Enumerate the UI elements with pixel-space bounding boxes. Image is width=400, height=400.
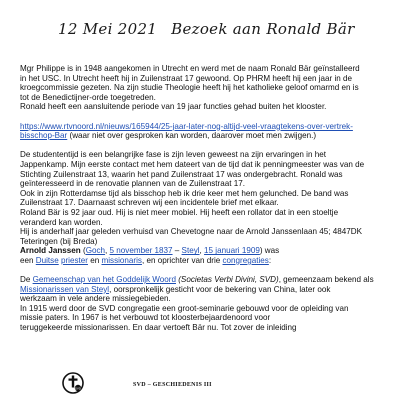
handwritten-title: Bezoek aan Ronald Bär	[171, 20, 355, 38]
duitse-link[interactable]: Duitse	[35, 255, 59, 265]
text-line: werkzaam in vele andere missiegebieden.	[20, 294, 171, 304]
bio-text: en	[87, 255, 102, 265]
svd-link[interactable]: Gemeenschap van het Goddelijk Woord	[32, 275, 176, 285]
text-line: Ook in zijn Rotterdamse tijd als bisschop heb ik drie keer met hem gelunched. De band was	[20, 188, 349, 198]
bio-line-2	[20, 256, 392, 266]
handwritten-heading	[58, 20, 355, 38]
birthdate-link[interactable]: 5 november 1837	[109, 246, 173, 256]
paragraph-intro	[20, 64, 392, 112]
paragraph-svd	[20, 275, 392, 333]
text-line: Mgr Philippe is in 1948 aangekomen in Utrecht en werd met de naam Ronald Bär geïnstalleerd	[20, 64, 360, 73]
missionaris-link[interactable]: missionaris	[101, 255, 142, 265]
text-line: Jappenkamp. Mijn eerste contact met hem dateert van de tijd dat ik penningmeester was van de	[20, 159, 365, 169]
text-line: teruggekeerde missionarissen. En daar vertoeft Bär nu. Tot zover de inleiding	[20, 323, 297, 333]
handwritten-date: 12 Mei 2021	[58, 20, 158, 38]
page-footer: SVD – GESCHIEDENIS III	[133, 382, 212, 388]
bio-line-1	[20, 246, 392, 256]
text-line: geïnteresseerd in de renovatie plannen van de Zuilenstraat 17.	[20, 179, 245, 189]
bio-text: ,	[199, 246, 205, 256]
text-line: tot de Benedictijner-orde toegetreden.	[20, 92, 156, 102]
bio-text: :	[268, 255, 272, 265]
goch-link[interactable]: Goch	[85, 246, 106, 256]
svd-text: , gemeenzaam bekend als	[278, 275, 374, 285]
text-line	[20, 285, 392, 295]
priester-link[interactable]: priester	[60, 255, 88, 265]
text-line: Teteringen (bij Breda)	[20, 236, 98, 246]
logo-text: SVD	[74, 386, 82, 391]
text-line: De studententijd is een belangrijke fase is zijn leven geweest na zijn ervaringen in het	[20, 150, 326, 160]
text-line: Roland Bär is 92 jaar oud. Hij is niet meer mobiel. Hij heeft een rollator dat in een stoeltje	[20, 207, 339, 217]
news-link-note: (waar niet over gesproken kan worden, daarover moet men zwijgen.)	[67, 131, 317, 141]
bio-text: , en oprichter van drie	[141, 255, 223, 265]
paragraph-student-years	[20, 150, 392, 246]
text-line: In 1915 werd door de SVD congregatie een groot-seminarie gebouwd voor de opleiding van	[20, 303, 349, 313]
bio-text: –	[172, 246, 182, 256]
document-body	[20, 64, 392, 333]
deathdate-link[interactable]: 15 januari 1909	[204, 246, 260, 256]
congregaties-link[interactable]: congregaties	[222, 255, 269, 265]
text-line: Ronald heeft een aansluitende periode van 19 jaar functies gehad buiten het klooster.	[20, 102, 327, 112]
svd-text: De	[20, 275, 33, 285]
bio-text: ,	[105, 246, 110, 256]
bio-name: Arnold Janssen	[20, 246, 81, 256]
bio-text: ) was	[259, 246, 280, 256]
text-line: kroegcommissie gezeten. Na zijn studie Theologie heeft hij het katholieke geloof omarmd en is	[20, 83, 359, 93]
text-line: in het USC. In Utrecht heeft hij in Zuilenstraat 17 gewoond. Op PHRM heeft hij een jaar in de	[20, 73, 353, 83]
news-link-paragraph	[20, 122, 392, 141]
svd-latin-name: (Societas Verbi Divini, SVD)	[175, 275, 279, 285]
text-line: veranderd kan worden.	[20, 217, 103, 227]
news-link-line1[interactable]: https://www.rtvnoord.nl/nieuws/165944/25-jaar-later-nog-altijd-veel-vraagtekens-over-vertrek-	[20, 121, 353, 131]
news-link-line2[interactable]: bisschop-Bar	[20, 131, 68, 141]
text-line: Hij is anderhalf jaar geleden verhuisd van Chevetogne naar de Arnold Janssenlaan 45; 4847DK	[20, 227, 362, 237]
missionarissen-link[interactable]: Missionarissen van Steyl	[20, 284, 110, 294]
svd-text: , oorspronkelijk gesticht voor de bekering van China, later ook	[109, 284, 331, 294]
bio-text: een	[20, 255, 36, 265]
text-line: Zuilenstraat 17. Daarnaast schreven wij een incidentele brief met elkaar.	[20, 198, 279, 208]
text-line: Stichting Zuilenstraat 13, waarin het pand Zuilenstraat 17 was ondergebracht. Ronald was	[20, 169, 343, 179]
text-line: missie paters. In 1967 is het verbouwd tot kloosterbejaardenoord voor	[20, 313, 271, 323]
text-line	[20, 275, 392, 285]
svd-logo-icon	[62, 372, 84, 394]
steyl-link[interactable]: Steyl	[181, 246, 200, 256]
bio-text: (	[80, 246, 86, 256]
